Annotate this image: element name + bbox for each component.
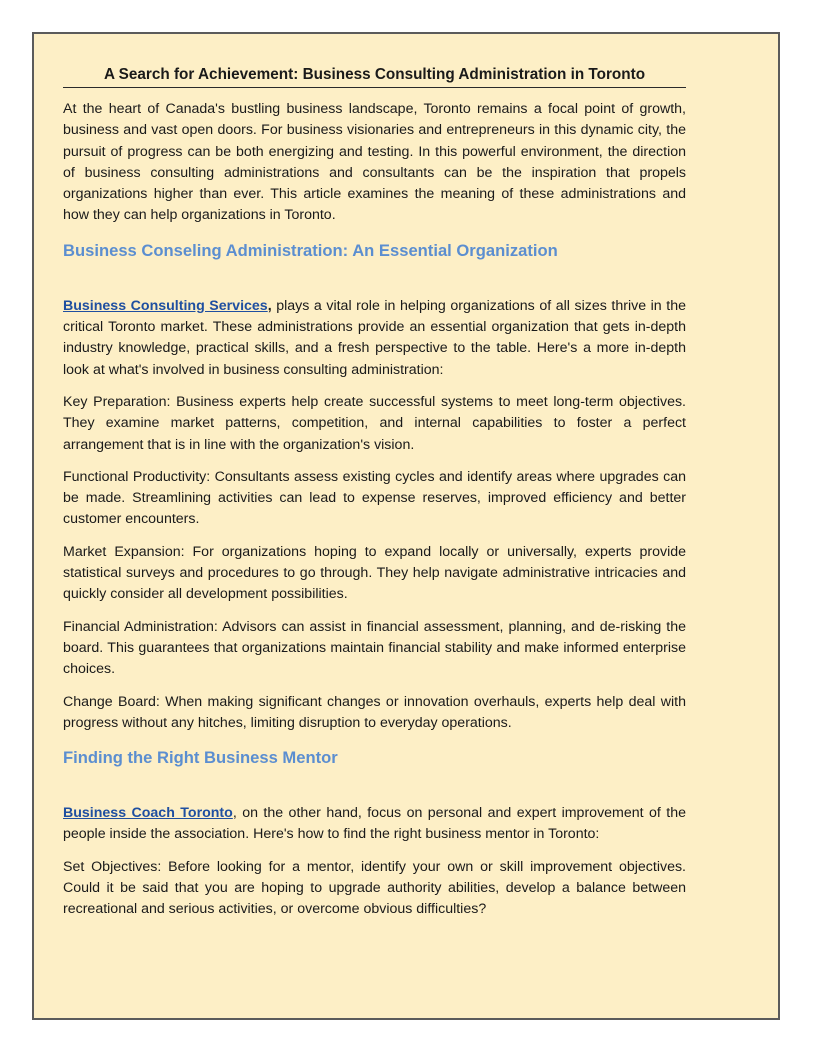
link-comma: , bbox=[267, 297, 272, 314]
mentor-lead-text: , on the other hand, focus on personal and expert improvement of the people inside the association. Here's how to find the right business mentor in Toronto: bbox=[63, 805, 686, 843]
set-objectives-paragraph: Set Objectives: Before looking for a mentor, identify your own or skill improvement objectives. Could it be said that you are hoping to upgrade authority abilities, develop a balance between recreational and serious activities, or overcome obvious difficulties? bbox=[63, 858, 686, 918]
mentor-lead-paragraph bbox=[63, 803, 686, 846]
intro-paragraph: At the heart of Canada's bustling business landscape, Toronto remains a focal point of growth, business and vast open doors. For business visionaries and entrepreneurs in this dynamic city, the pursuit of progress can be both energizing and testing. In this powerful environment, the direction of business consulting administrations and consultants can be the inspiration that propels organizations higher than ever. This article examines the meaning of these administrations and how they can help organizations in Toronto. bbox=[63, 101, 686, 224]
functional-productivity-paragraph: Functional Productivity: Consultants assess existing cycles and identify areas where upgrades can be made. Streamlining activities can lead to expense reserves, improved efficiency and better customer encounters. bbox=[63, 468, 686, 528]
section-heading-consulting: Business Conseling Administration: An Essential Organization bbox=[63, 240, 558, 260]
market-expansion-paragraph: Market Expansion: For organizations hoping to expand locally or universally, experts provide statistical surveys and procedures to go through. They help navigate administrative intricacies and quickly consider all development possibilities. bbox=[63, 543, 686, 603]
consulting-lead-paragraph bbox=[63, 296, 686, 381]
business-consulting-services-link[interactable]: Business Consulting Services bbox=[63, 297, 268, 314]
business-coach-toronto-link[interactable]: Business Coach Toronto bbox=[63, 805, 233, 822]
document-title: A Search for Achievement: Business Consulting Administration in Toronto bbox=[63, 64, 686, 88]
key-preparation-paragraph: Key Preparation: Business experts help create successful systems to meet long-term objectives. They examine market patterns, competition, and internal capabilities to foster a perfect arrangement that is in line with the organization's vision. bbox=[63, 393, 686, 453]
section-heading-mentor: Finding the Right Business Mentor bbox=[63, 748, 338, 768]
consulting-lead-text: plays a vital role in helping organizations of all sizes thrive in the critical Toronto market. These administrations provide an essential organization that gets in-depth industry knowledge, practical skills, and a fresh perspective to the table. Here's a more in-depth look at what's involved in business consulting administration: bbox=[63, 297, 686, 378]
change-board-paragraph: Change Board: When making significant changes or innovation overhauls, experts help deal with progress without any hitches, limiting disruption to everyday operations. bbox=[63, 693, 686, 731]
financial-administration-paragraph: Financial Administration: Advisors can assist in financial assessment, planning, and de-risking the board. This guarantees that organizations maintain financial stability and make informed enterprise choices. bbox=[63, 618, 686, 678]
document-body bbox=[63, 64, 686, 932]
